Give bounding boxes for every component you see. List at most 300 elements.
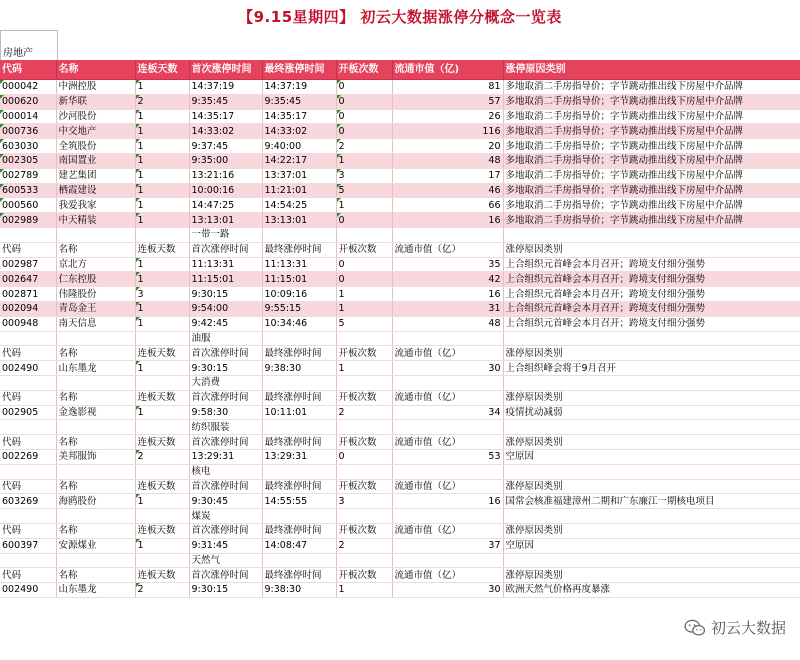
cell-market-cap: 30 (392, 361, 503, 376)
cell-market-cap: 48 (392, 153, 503, 168)
cell-first-limit-time: 9:58:30 (189, 405, 262, 420)
cell-name: 我爱我家 (56, 198, 135, 213)
cell-market-cap: 66 (392, 198, 503, 213)
cell-name: 青岛金王 (56, 301, 135, 316)
cell-reason: 多地取消二手房指导价；字节跳动推出线下房屋中介品牌 (503, 80, 800, 95)
cell-streak-days: 1 (135, 405, 189, 420)
empty-cell (135, 227, 189, 242)
column-header-market-cap: 流通市值（亿） (392, 435, 503, 450)
cell-market-cap: 42 (392, 272, 503, 287)
column-header-first-limit-time: 首次涨停时间 (189, 479, 262, 494)
column-header-open-count: 开板次数 (336, 60, 392, 80)
empty-cell (262, 553, 336, 568)
cell-code: 000042 (0, 80, 56, 95)
cell-first-limit-time: 11:13:31 (189, 257, 262, 272)
cell-open-count: 0 (336, 272, 392, 287)
table-row (0, 301, 800, 316)
cell-reason: 多地取消二手房指导价；字节跳动推出线下房屋中介品牌 (503, 213, 800, 228)
column-header-code: 代码 (0, 242, 56, 257)
sector-row (0, 553, 800, 568)
table-row (0, 316, 800, 331)
column-header-first-limit-time: 首次涨停时间 (189, 523, 262, 538)
header-row (0, 523, 800, 538)
sector-name: 一带一路 (189, 227, 262, 242)
cell-first-limit-time: 9:30:45 (189, 494, 262, 509)
cell-final-limit-time: 10:11:01 (262, 405, 336, 420)
column-header-open-count: 开板次数 (336, 346, 392, 361)
empty-cell (503, 553, 800, 568)
column-header-final-limit-time: 最终涨停时间 (262, 242, 336, 257)
table-row (0, 361, 800, 376)
column-header-code: 代码 (0, 60, 56, 80)
column-header-streak-days: 连板天数 (135, 568, 189, 583)
cell-first-limit-time: 9:35:45 (189, 94, 262, 109)
cell-open-count: 0 (336, 80, 392, 95)
empty-cell (262, 464, 336, 479)
cell-reason: 国常会核准福建漳州二期和广东廉江一期核电项目 (503, 494, 800, 509)
empty-cell (336, 464, 392, 479)
cell-first-limit-time: 13:13:01 (189, 213, 262, 228)
empty-cell (392, 331, 503, 346)
cell-code: 002647 (0, 272, 56, 287)
empty-cell (0, 509, 56, 524)
column-header-final-limit-time: 最终涨停时间 (262, 523, 336, 538)
table-row (0, 94, 800, 109)
cell-reason: 多地取消二手房指导价；字节跳动推出线下房屋中介品牌 (503, 198, 800, 213)
cell-streak-days: 1 (135, 538, 189, 553)
cell-reason: 多地取消二手房指导价；字节跳动推出线下房屋中介品牌 (503, 139, 800, 154)
empty-cell (392, 420, 503, 435)
cell-first-limit-time: 13:21:16 (189, 168, 262, 183)
column-header-first-limit-time: 首次涨停时间 (189, 242, 262, 257)
column-header-code: 代码 (0, 346, 56, 361)
column-header-market-cap: 流通市值（亿） (392, 479, 503, 494)
cell-streak-days: 2 (135, 449, 189, 464)
cell-final-limit-time: 14:35:17 (262, 109, 336, 124)
wechat-icon (684, 619, 706, 637)
empty-cell (503, 375, 800, 390)
cell-first-limit-time: 9:30:15 (189, 287, 262, 302)
column-header-streak-days: 连板天数 (135, 346, 189, 361)
cell-reason: 空原因 (503, 449, 800, 464)
cell-open-count: 2 (336, 405, 392, 420)
cell-final-limit-time: 10:09:16 (262, 287, 336, 302)
cell-open-count: 2 (336, 139, 392, 154)
cell-streak-days: 1 (135, 494, 189, 509)
column-header-market-cap: 流通市值（亿） (392, 242, 503, 257)
first-sector-label: 房地产 (3, 48, 33, 59)
empty-cell (336, 420, 392, 435)
cell-open-count: 1 (336, 198, 392, 213)
cell-streak-days: 1 (135, 301, 189, 316)
header-row (0, 60, 800, 80)
cell-final-limit-time: 11:21:01 (262, 183, 336, 198)
cell-name: 伟隆股份 (56, 287, 135, 302)
column-header-code: 代码 (0, 479, 56, 494)
table-row (0, 168, 800, 183)
cell-open-count: 5 (336, 316, 392, 331)
cell-market-cap: 46 (392, 183, 503, 198)
column-header-open-count: 开板次数 (336, 242, 392, 257)
cell-open-count: 1 (336, 287, 392, 302)
cell-final-limit-time: 9:55:15 (262, 301, 336, 316)
cell-open-count: 0 (336, 213, 392, 228)
column-header-code: 代码 (0, 435, 56, 450)
column-header-reason: 涨停原因类别 (503, 242, 800, 257)
column-header-final-limit-time: 最终涨停时间 (262, 60, 336, 80)
cell-code: 000736 (0, 124, 56, 139)
cell-reason: 上合组织元首峰会本月召开；跨境支付细分强势 (503, 287, 800, 302)
column-header-final-limit-time: 最终涨停时间 (262, 568, 336, 583)
column-header-reason: 涨停原因类别 (503, 568, 800, 583)
empty-cell (56, 509, 135, 524)
cell-name: 中洲控股 (56, 80, 135, 95)
cell-reason: 多地取消二手房指导价；字节跳动推出线下房屋中介品牌 (503, 183, 800, 198)
cell-market-cap: 48 (392, 316, 503, 331)
sector-row (0, 227, 800, 242)
empty-cell (135, 331, 189, 346)
cell-code: 002305 (0, 153, 56, 168)
cell-open-count: 5 (336, 183, 392, 198)
page-title: 【9.15星期四】 初云大数据涨停分概念一览表 (238, 8, 562, 26)
cell-first-limit-time: 14:33:02 (189, 124, 262, 139)
cell-market-cap: 37 (392, 538, 503, 553)
cell-streak-days: 1 (135, 361, 189, 376)
cell-market-cap: 81 (392, 80, 503, 95)
empty-cell (56, 464, 135, 479)
sector-name: 纺织服装 (189, 420, 262, 435)
cell-first-limit-time: 14:47:25 (189, 198, 262, 213)
cell-market-cap: 35 (392, 257, 503, 272)
column-header-open-count: 开板次数 (336, 523, 392, 538)
cell-streak-days: 1 (135, 153, 189, 168)
cell-first-limit-time: 13:29:31 (189, 449, 262, 464)
column-header-open-count: 开板次数 (336, 479, 392, 494)
cell-final-limit-time: 14:55:55 (262, 494, 336, 509)
cell-code: 002987 (0, 257, 56, 272)
cell-reason: 空原因 (503, 538, 800, 553)
cell-name: 金逸影视 (56, 405, 135, 420)
cell-open-count: 1 (336, 301, 392, 316)
column-header-first-limit-time: 首次涨停时间 (189, 60, 262, 80)
column-header-name: 名称 (56, 390, 135, 405)
column-header-name: 名称 (56, 568, 135, 583)
table-row (0, 287, 800, 302)
cell-market-cap: 57 (392, 94, 503, 109)
cell-name: 南国置业 (56, 153, 135, 168)
cell-code: 002871 (0, 287, 56, 302)
cell-market-cap: 34 (392, 405, 503, 420)
sector-row (0, 331, 800, 346)
cell-first-limit-time: 14:35:17 (189, 109, 262, 124)
empty-cell (503, 509, 800, 524)
cell-name: 新华联 (56, 94, 135, 109)
table-row (0, 538, 800, 553)
cell-streak-days: 1 (135, 139, 189, 154)
cell-first-limit-time: 9:30:15 (189, 583, 262, 598)
empty-cell (0, 420, 56, 435)
column-header-reason: 涨停原因类别 (503, 60, 800, 80)
cell-name: 沙河股份 (56, 109, 135, 124)
empty-cell (0, 227, 56, 242)
empty-cell (262, 509, 336, 524)
cell-market-cap: 30 (392, 583, 503, 598)
cell-open-count: 0 (336, 449, 392, 464)
empty-cell (336, 331, 392, 346)
cell-name: 仁东控股 (56, 272, 135, 287)
column-header-final-limit-time: 最终涨停时间 (262, 479, 336, 494)
cell-reason: 上合组织元首峰会本月召开；跨境支付细分强势 (503, 257, 800, 272)
column-header-first-limit-time: 首次涨停时间 (189, 390, 262, 405)
cell-market-cap: 53 (392, 449, 503, 464)
cell-streak-days: 1 (135, 257, 189, 272)
cell-first-limit-time: 14:37:19 (189, 80, 262, 95)
cell-code: 000560 (0, 198, 56, 213)
cell-final-limit-time: 10:34:46 (262, 316, 336, 331)
cell-code: 002989 (0, 213, 56, 228)
table-row (0, 213, 800, 228)
empty-cell (135, 375, 189, 390)
column-header-first-limit-time: 首次涨停时间 (189, 346, 262, 361)
cell-final-limit-time: 9:35:45 (262, 94, 336, 109)
header-row (0, 390, 800, 405)
cell-code: 600533 (0, 183, 56, 198)
cell-final-limit-time: 14:33:02 (262, 124, 336, 139)
cell-final-limit-time: 14:22:17 (262, 153, 336, 168)
column-header-streak-days: 连板天数 (135, 523, 189, 538)
column-header-reason: 涨停原因类别 (503, 346, 800, 361)
empty-cell (135, 553, 189, 568)
cell-name: 中交地产 (56, 124, 135, 139)
cell-code: 600397 (0, 538, 56, 553)
column-header-open-count: 开板次数 (336, 568, 392, 583)
empty-cell (392, 553, 503, 568)
cell-first-limit-time: 11:15:01 (189, 272, 262, 287)
table-row (0, 124, 800, 139)
empty-cell (0, 375, 56, 390)
sector-row (0, 420, 800, 435)
empty-cell (0, 464, 56, 479)
cell-streak-days: 1 (135, 183, 189, 198)
cell-first-limit-time: 9:37:45 (189, 139, 262, 154)
column-header-code: 代码 (0, 568, 56, 583)
cell-market-cap: 16 (392, 213, 503, 228)
watermark (684, 617, 786, 638)
column-header-name: 名称 (56, 479, 135, 494)
column-header-code: 代码 (0, 390, 56, 405)
cell-first-limit-time: 10:00:16 (189, 183, 262, 198)
cell-final-limit-time: 11:13:31 (262, 257, 336, 272)
table-row (0, 80, 800, 95)
table-row (0, 583, 800, 598)
column-header-first-limit-time: 首次涨停时间 (189, 568, 262, 583)
column-header-name: 名称 (56, 435, 135, 450)
empty-cell (392, 375, 503, 390)
table-row (0, 183, 800, 198)
empty-cell (262, 331, 336, 346)
column-header-final-limit-time: 最终涨停时间 (262, 346, 336, 361)
cell-final-limit-time: 14:37:19 (262, 80, 336, 95)
column-header-name: 名称 (56, 60, 135, 80)
table-row (0, 139, 800, 154)
sector-row (0, 509, 800, 524)
empty-cell (336, 375, 392, 390)
table-row (0, 272, 800, 287)
empty-cell (262, 375, 336, 390)
cell-market-cap: 16 (392, 494, 503, 509)
column-header-code: 代码 (0, 523, 56, 538)
cell-final-limit-time: 14:08:47 (262, 538, 336, 553)
empty-cell (56, 420, 135, 435)
cell-reason: 上合组织元首峰会本月召开；跨境支付细分强势 (503, 272, 800, 287)
column-header-first-limit-time: 首次涨停时间 (189, 435, 262, 450)
sector-name: 油服 (189, 331, 262, 346)
table-row (0, 494, 800, 509)
sector-name: 天然气 (189, 553, 262, 568)
empty-cell (56, 227, 135, 242)
cell-first-limit-time: 9:31:45 (189, 538, 262, 553)
empty-cell (392, 509, 503, 524)
column-header-market-cap: 流通市值（亿) (392, 60, 503, 80)
cell-streak-days: 1 (135, 80, 189, 95)
cell-code: 603269 (0, 494, 56, 509)
cell-name: 建艺集团 (56, 168, 135, 183)
table-row (0, 109, 800, 124)
cell-code: 002905 (0, 405, 56, 420)
cell-open-count: 1 (336, 153, 392, 168)
column-header-streak-days: 连板天数 (135, 242, 189, 257)
table-row (0, 449, 800, 464)
cell-final-limit-time: 13:13:01 (262, 213, 336, 228)
cell-market-cap: 116 (392, 124, 503, 139)
cell-code: 000014 (0, 109, 56, 124)
cell-name: 安源煤业 (56, 538, 135, 553)
empty-cell (503, 227, 800, 242)
watermark-text: 初云大数据 (710, 619, 786, 637)
cell-market-cap: 26 (392, 109, 503, 124)
cell-streak-days: 2 (135, 583, 189, 598)
cell-name: 山东墨龙 (56, 583, 135, 598)
column-header-final-limit-time: 最终涨停时间 (262, 435, 336, 450)
cell-open-count: 0 (336, 94, 392, 109)
empty-cell (503, 420, 800, 435)
header-row (0, 435, 800, 450)
empty-cell (336, 509, 392, 524)
sector-row (0, 464, 800, 479)
cell-code: 603030 (0, 139, 56, 154)
cell-open-count: 3 (336, 168, 392, 183)
column-header-streak-days: 连板天数 (135, 390, 189, 405)
column-header-reason: 涨停原因类别 (503, 390, 800, 405)
cell-first-limit-time: 9:35:00 (189, 153, 262, 168)
cell-reason: 多地取消二手房指导价；字节跳动推出线下房屋中介品牌 (503, 94, 800, 109)
empty-cell (56, 331, 135, 346)
sector-row (0, 375, 800, 390)
header-row (0, 346, 800, 361)
cell-final-limit-time: 14:54:25 (262, 198, 336, 213)
cell-code: 002789 (0, 168, 56, 183)
cell-final-limit-time: 13:37:01 (262, 168, 336, 183)
empty-cell (56, 375, 135, 390)
cell-open-count: 0 (336, 257, 392, 272)
column-header-open-count: 开板次数 (336, 390, 392, 405)
cell-streak-days: 1 (135, 198, 189, 213)
cell-code: 000620 (0, 94, 56, 109)
empty-cell (56, 553, 135, 568)
empty-cell (336, 227, 392, 242)
cell-market-cap: 31 (392, 301, 503, 316)
cell-code: 002490 (0, 583, 56, 598)
sector-name: 核电 (189, 464, 262, 479)
cell-streak-days: 1 (135, 213, 189, 228)
column-header-final-limit-time: 最终涨停时间 (262, 390, 336, 405)
cell-open-count: 0 (336, 109, 392, 124)
empty-cell (0, 331, 56, 346)
sector-name: 大消费 (189, 375, 262, 390)
cell-open-count: 1 (336, 583, 392, 598)
cell-streak-days: 3 (135, 287, 189, 302)
column-header-market-cap: 流通市值（亿） (392, 346, 503, 361)
cell-reason: 上合组织元首峰会本月召开；跨境支付细分强势 (503, 316, 800, 331)
cell-final-limit-time: 9:40:00 (262, 139, 336, 154)
table-row (0, 405, 800, 420)
cell-code: 002094 (0, 301, 56, 316)
sector-name: 煤炭 (189, 509, 262, 524)
empty-cell (503, 464, 800, 479)
cell-market-cap: 16 (392, 287, 503, 302)
cell-market-cap: 20 (392, 139, 503, 154)
cell-reason: 上合组织峰会将于9月召开 (503, 361, 800, 376)
cell-streak-days: 2 (135, 94, 189, 109)
empty-cell (262, 227, 336, 242)
table-row (0, 257, 800, 272)
empty-cell (392, 464, 503, 479)
column-header-reason: 涨停原因类别 (503, 523, 800, 538)
cell-open-count: 2 (336, 538, 392, 553)
column-header-name: 名称 (56, 523, 135, 538)
column-header-streak-days: 连板天数 (135, 435, 189, 450)
cell-final-limit-time: 11:15:01 (262, 272, 336, 287)
cell-name: 中天精装 (56, 213, 135, 228)
cell-code: 002269 (0, 449, 56, 464)
empty-cell (135, 464, 189, 479)
cell-open-count: 0 (336, 124, 392, 139)
cell-final-limit-time: 9:38:30 (262, 583, 336, 598)
sector-label-cell (0, 30, 58, 61)
cell-open-count: 3 (336, 494, 392, 509)
header-row (0, 568, 800, 583)
header-row (0, 479, 800, 494)
table-row (0, 198, 800, 213)
cell-streak-days: 1 (135, 272, 189, 287)
column-header-market-cap: 流通市值（亿） (392, 390, 503, 405)
cell-reason: 欧洲天然气价格再度暴涨 (503, 583, 800, 598)
cell-reason: 多地取消二手房指导价；字节跳动推出线下房屋中介品牌 (503, 168, 800, 183)
cell-code: 000948 (0, 316, 56, 331)
cell-first-limit-time: 9:30:15 (189, 361, 262, 376)
limit-up-table (0, 60, 800, 598)
cell-first-limit-time: 9:42:45 (189, 316, 262, 331)
cell-final-limit-time: 13:29:31 (262, 449, 336, 464)
empty-cell (336, 553, 392, 568)
column-header-name: 名称 (56, 242, 135, 257)
header-row (0, 242, 800, 257)
column-header-market-cap: 流通市值（亿） (392, 568, 503, 583)
cell-reason: 上合组织元首峰会本月召开；跨境支付细分强势 (503, 301, 800, 316)
cell-name: 栖霞建设 (56, 183, 135, 198)
cell-name: 京北方 (56, 257, 135, 272)
cell-final-limit-time: 9:38:30 (262, 361, 336, 376)
